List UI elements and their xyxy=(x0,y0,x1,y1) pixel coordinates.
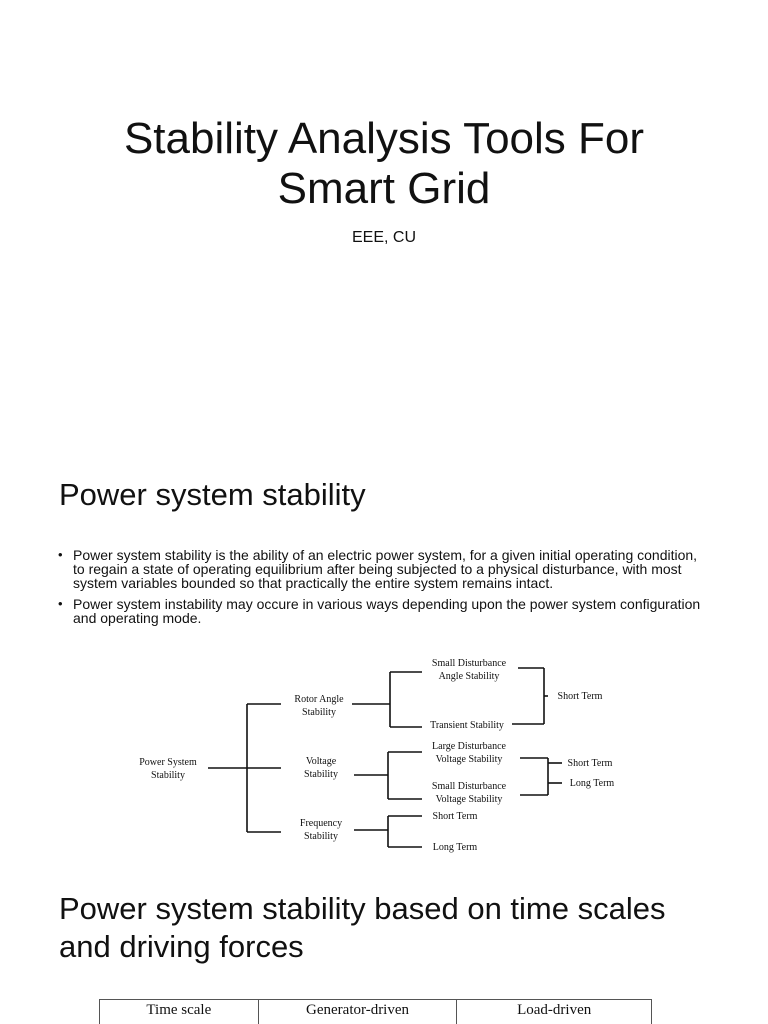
table-header-cell: Time scale xyxy=(100,1000,259,1024)
diagram-frequency-long-term: Long Term xyxy=(432,842,478,853)
timescale-table xyxy=(99,999,652,1024)
diagram-voltage-long-term: Long Term xyxy=(569,778,615,789)
diagram-root-line2: Stability xyxy=(151,770,185,781)
diagram-frequency-short-term: Short Term xyxy=(432,811,478,822)
subtitle: EEE, CU xyxy=(351,229,416,246)
table-header-cell: Load-driven xyxy=(457,1000,652,1024)
diagram-frequency-line2: Stability xyxy=(304,831,338,842)
bullet-list xyxy=(58,548,708,632)
diagram-voltage-line1: Voltage xyxy=(305,756,337,767)
section-heading: Power system stability xyxy=(59,477,366,512)
diagram-large-disturbance-voltage-line2: Voltage Stability xyxy=(435,754,503,765)
diagram-rotor-angle-line2: Stability xyxy=(302,707,336,718)
diagram-small-disturbance-voltage-line2: Voltage Stability xyxy=(435,794,503,805)
diagram-rotor-angle-line1: Rotor Angle xyxy=(294,694,344,705)
main-title xyxy=(64,114,704,214)
diagram-small-disturbance-voltage-line1: Small Disturbance xyxy=(431,781,507,792)
bullet-item: • Power system instability may occure in various ways depending upon the power system configuration and operating mode. xyxy=(58,597,708,625)
section-heading: Power system stability based on time scales and driving forces xyxy=(59,891,666,964)
table-header-cell: Generator-driven xyxy=(258,1000,457,1024)
main-title-line1: Stability Analysis Tools For xyxy=(123,114,645,163)
diagram-small-disturbance-angle-line1: Small Disturbance xyxy=(431,658,507,669)
table-header-row xyxy=(100,1000,652,1024)
stability-slide xyxy=(0,456,768,866)
title-slide xyxy=(0,0,768,450)
bullet-item: • Power system stability is the ability of an electric power system, for a given initial operating condition, to regain a state of operating equilibrium after being subjected to a physical disturbance, with most system variables bounded so that practically the entire system remains intact. xyxy=(58,548,708,590)
stability-classification-diagram xyxy=(138,655,638,860)
diagram-transient-stability: Transient Stability xyxy=(430,720,504,731)
diagram-voltage-line2: Stability xyxy=(304,769,338,780)
diagram-voltage-short-term: Short Term xyxy=(567,758,613,769)
timescale-slide xyxy=(0,880,768,1024)
diagram-large-disturbance-voltage-line1: Large Disturbance xyxy=(432,741,506,752)
diagram-small-disturbance-angle-line2: Angle Stability xyxy=(438,671,500,682)
diagram-angle-short-term: Short Term xyxy=(557,691,603,702)
diagram-frequency-line1: Frequency xyxy=(299,818,343,829)
main-title-line2: Smart Grid xyxy=(277,164,491,213)
diagram-root-line1: Power System xyxy=(139,757,197,768)
